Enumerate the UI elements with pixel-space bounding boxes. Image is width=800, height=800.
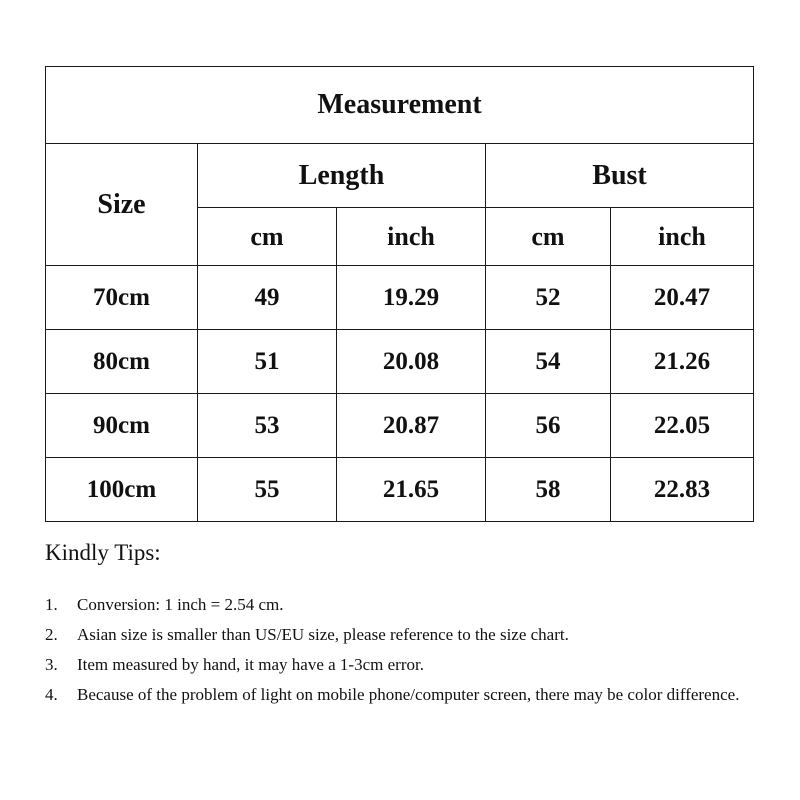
bust-inch-cell: 21.26: [611, 330, 754, 394]
length-cm-header: cm: [198, 208, 337, 266]
tip-text: Because of the problem of light on mobile phone/computer screen, there may be color difference.: [77, 685, 740, 704]
bust-inch-cell: 22.05: [611, 394, 754, 458]
bust-cm-cell: 54: [486, 330, 611, 394]
tip-number: 4.: [45, 685, 58, 704]
size-column-header: Size: [46, 144, 198, 266]
size-cell: 100cm: [46, 458, 198, 522]
list-item: [45, 650, 775, 680]
tip-text: Item measured by hand, it may have a 1-3cm error.: [77, 655, 424, 674]
tip-number: 3.: [45, 655, 58, 674]
length-cm-cell: 55: [198, 458, 337, 522]
tips-heading: Kindly Tips:: [45, 540, 161, 565]
length-cm-cell: 53: [198, 394, 337, 458]
table-group-header-row: [46, 144, 754, 208]
bust-inch-cell: 22.83: [611, 458, 754, 522]
size-chart-table: [45, 66, 754, 522]
size-cell: 80cm: [46, 330, 198, 394]
list-item: [45, 590, 775, 620]
bust-cm-header: cm: [486, 208, 611, 266]
table-row: [46, 266, 754, 330]
bust-cm-cell: 52: [486, 266, 611, 330]
table-row: [46, 330, 754, 394]
tips-list: [45, 590, 775, 710]
table-title: Measurement: [46, 67, 754, 144]
table-row: [46, 394, 754, 458]
length-inch-cell: 20.08: [337, 330, 486, 394]
length-inch-header: inch: [337, 208, 486, 266]
bust-cm-cell: 56: [486, 394, 611, 458]
size-cell: 90cm: [46, 394, 198, 458]
kindly-tips-section: [45, 540, 775, 710]
list-item: [45, 620, 775, 650]
length-group-header: Length: [198, 144, 486, 208]
tip-text: Asian size is smaller than US/EU size, please reference to the size chart.: [77, 625, 569, 644]
list-item: [45, 680, 775, 710]
bust-inch-cell: 20.47: [611, 266, 754, 330]
bust-cm-cell: 58: [486, 458, 611, 522]
tip-text: Conversion: 1 inch = 2.54 cm.: [77, 595, 284, 614]
bust-group-header: Bust: [486, 144, 754, 208]
tip-number: 1.: [45, 595, 58, 614]
length-inch-cell: 20.87: [337, 394, 486, 458]
length-inch-cell: 19.29: [337, 266, 486, 330]
bust-inch-header: inch: [611, 208, 754, 266]
length-cm-cell: 51: [198, 330, 337, 394]
size-cell: 70cm: [46, 266, 198, 330]
table-row: [46, 458, 754, 522]
table-title-row: [46, 67, 754, 144]
tip-number: 2.: [45, 625, 58, 644]
length-cm-cell: 49: [198, 266, 337, 330]
length-inch-cell: 21.65: [337, 458, 486, 522]
